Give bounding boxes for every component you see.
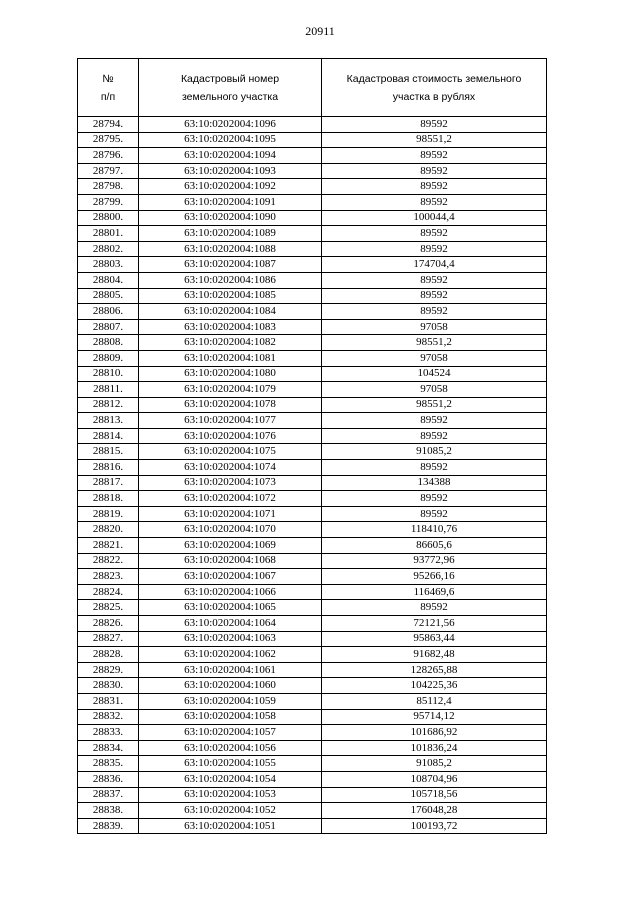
- cell-cadastral-number: 63:10:0202004:1064: [139, 616, 322, 632]
- cell-cadastral-number: 63:10:0202004:1089: [139, 226, 322, 242]
- table-row: [78, 771, 547, 787]
- table-row: [78, 647, 547, 663]
- cell-cadastral-number: 63:10:0202004:1091: [139, 194, 322, 210]
- cell-cadastral-number: 63:10:0202004:1090: [139, 210, 322, 226]
- cell-row-number: 28812.: [78, 397, 139, 413]
- cell-cadastral-value: 89592: [322, 241, 547, 257]
- cell-row-number: 28821.: [78, 538, 139, 554]
- cell-cadastral-number: 63:10:0202004:1077: [139, 413, 322, 429]
- table-row: [78, 725, 547, 741]
- cell-cadastral-number: 63:10:0202004:1070: [139, 522, 322, 538]
- cell-row-number: 28837.: [78, 787, 139, 803]
- cell-cadastral-number: 63:10:0202004:1082: [139, 335, 322, 351]
- cell-row-number: 28834.: [78, 740, 139, 756]
- cell-row-number: 28816.: [78, 460, 139, 476]
- cell-cadastral-number: 63:10:0202004:1054: [139, 771, 322, 787]
- table-row: [78, 350, 547, 366]
- table-row: [78, 226, 547, 242]
- cell-row-number: 28825.: [78, 600, 139, 616]
- cell-cadastral-number: 63:10:0202004:1079: [139, 382, 322, 398]
- cell-row-number: 28820.: [78, 522, 139, 538]
- cell-cadastral-number: 63:10:0202004:1069: [139, 538, 322, 554]
- cell-row-number: 28798.: [78, 179, 139, 195]
- cell-cadastral-value: 104524: [322, 366, 547, 382]
- cell-cadastral-value: 97058: [322, 350, 547, 366]
- cell-cadastral-number: 63:10:0202004:1067: [139, 569, 322, 585]
- cell-cadastral-value: 91682,48: [322, 647, 547, 663]
- cell-cadastral-value: 95266,16: [322, 569, 547, 585]
- cell-row-number: 28797.: [78, 163, 139, 179]
- cell-cadastral-value: 89592: [322, 163, 547, 179]
- cell-cadastral-value: 176048,28: [322, 803, 547, 819]
- table-row: [78, 678, 547, 694]
- cell-cadastral-value: 134388: [322, 475, 547, 491]
- cell-row-number: 28839.: [78, 818, 139, 834]
- table-row: [78, 335, 547, 351]
- cell-row-number: 28836.: [78, 771, 139, 787]
- cell-cadastral-number: 63:10:0202004:1094: [139, 148, 322, 164]
- cell-cadastral-number: 63:10:0202004:1088: [139, 241, 322, 257]
- table-row: [78, 148, 547, 164]
- cell-cadastral-value: 104225,36: [322, 678, 547, 694]
- table-row: [78, 522, 547, 538]
- table-row: [78, 428, 547, 444]
- table-row: [78, 616, 547, 632]
- header-row-number: № п/п: [78, 59, 139, 117]
- table-row: [78, 506, 547, 522]
- table-row: [78, 132, 547, 148]
- cell-cadastral-number: 63:10:0202004:1057: [139, 725, 322, 741]
- cell-cadastral-value: 98551,2: [322, 335, 547, 351]
- cell-row-number: 28829.: [78, 662, 139, 678]
- cell-cadastral-value: 91085,2: [322, 444, 547, 460]
- cell-row-number: 28805.: [78, 288, 139, 304]
- cell-cadastral-value: 72121,56: [322, 616, 547, 632]
- cell-cadastral-value: 89592: [322, 179, 547, 195]
- cell-row-number: 28803.: [78, 257, 139, 273]
- cell-cadastral-number: 63:10:0202004:1058: [139, 709, 322, 725]
- table-row: [78, 241, 547, 257]
- cell-cadastral-value: 89592: [322, 288, 547, 304]
- cell-row-number: 28796.: [78, 148, 139, 164]
- cell-cadastral-value: 89592: [322, 460, 547, 476]
- cell-row-number: 28808.: [78, 335, 139, 351]
- cell-row-number: 28818.: [78, 491, 139, 507]
- cell-cadastral-number: 63:10:0202004:1071: [139, 506, 322, 522]
- cell-cadastral-number: 63:10:0202004:1074: [139, 460, 322, 476]
- cell-cadastral-value: 89592: [322, 506, 547, 522]
- page-number: 20911: [305, 24, 335, 38]
- header-cadastral-value: Кадастровая стоимость земельного участка в рублях: [322, 59, 547, 117]
- cell-cadastral-number: 63:10:0202004:1059: [139, 693, 322, 709]
- cell-cadastral-number: 63:10:0202004:1061: [139, 662, 322, 678]
- table-row: [78, 600, 547, 616]
- cell-cadastral-value: 98551,2: [322, 132, 547, 148]
- cell-cadastral-value: 101686,92: [322, 725, 547, 741]
- cell-cadastral-number: 63:10:0202004:1055: [139, 756, 322, 772]
- cell-row-number: 28817.: [78, 475, 139, 491]
- table-row: [78, 491, 547, 507]
- table-row: [78, 803, 547, 819]
- cell-cadastral-number: 63:10:0202004:1076: [139, 428, 322, 444]
- cell-cadastral-value: 95863,44: [322, 631, 547, 647]
- table-row: [78, 569, 547, 585]
- cell-cadastral-number: 63:10:0202004:1072: [139, 491, 322, 507]
- cell-cadastral-number: 63:10:0202004:1092: [139, 179, 322, 195]
- table-row: [78, 397, 547, 413]
- cell-cadastral-value: 89592: [322, 600, 547, 616]
- table-row: [78, 662, 547, 678]
- cell-row-number: 28794.: [78, 117, 139, 133]
- cell-cadastral-number: 63:10:0202004:1081: [139, 350, 322, 366]
- cell-row-number: 28806.: [78, 304, 139, 320]
- cell-row-number: 28810.: [78, 366, 139, 382]
- cell-row-number: 28827.: [78, 631, 139, 647]
- cell-row-number: 28802.: [78, 241, 139, 257]
- cell-row-number: 28824.: [78, 584, 139, 600]
- table-header: [78, 59, 547, 117]
- table-row: [78, 475, 547, 491]
- table-row: [78, 366, 547, 382]
- cadastral-value-table: [77, 58, 547, 834]
- cell-cadastral-number: 63:10:0202004:1060: [139, 678, 322, 694]
- cell-row-number: 28833.: [78, 725, 139, 741]
- cell-row-number: 28826.: [78, 616, 139, 632]
- table-row: [78, 117, 547, 133]
- cell-cadastral-value: 89592: [322, 148, 547, 164]
- table-row: [78, 413, 547, 429]
- table-row: [78, 163, 547, 179]
- cell-cadastral-number: 63:10:0202004:1063: [139, 631, 322, 647]
- cell-cadastral-value: 89592: [322, 491, 547, 507]
- cell-cadastral-number: 63:10:0202004:1095: [139, 132, 322, 148]
- cell-row-number: 28838.: [78, 803, 139, 819]
- table-row: [78, 444, 547, 460]
- cell-row-number: 28822.: [78, 553, 139, 569]
- cell-row-number: 28811.: [78, 382, 139, 398]
- cell-cadastral-value: 108704,96: [322, 771, 547, 787]
- table-row: [78, 756, 547, 772]
- cell-row-number: 28800.: [78, 210, 139, 226]
- cell-cadastral-number: 63:10:0202004:1083: [139, 319, 322, 335]
- cell-cadastral-value: 85112,4: [322, 693, 547, 709]
- cell-cadastral-value: 93772,96: [322, 553, 547, 569]
- cell-cadastral-value: 174704,4: [322, 257, 547, 273]
- table-row: [78, 319, 547, 335]
- cell-cadastral-number: 63:10:0202004:1051: [139, 818, 322, 834]
- cell-row-number: 28828.: [78, 647, 139, 663]
- cell-cadastral-value: 101836,24: [322, 740, 547, 756]
- cell-cadastral-number: 63:10:0202004:1062: [139, 647, 322, 663]
- cell-cadastral-value: 100193,72: [322, 818, 547, 834]
- header-cadastral-number: Кадастровый номер земельного участка: [139, 59, 322, 117]
- cell-cadastral-value: 128265,88: [322, 662, 547, 678]
- cell-row-number: 28835.: [78, 756, 139, 772]
- cell-cadastral-number: 63:10:0202004:1065: [139, 600, 322, 616]
- cell-cadastral-number: 63:10:0202004:1078: [139, 397, 322, 413]
- cell-cadastral-value: 91085,2: [322, 756, 547, 772]
- table-row: [78, 538, 547, 554]
- cell-cadastral-number: 63:10:0202004:1052: [139, 803, 322, 819]
- cell-cadastral-value: 89592: [322, 272, 547, 288]
- cell-cadastral-number: 63:10:0202004:1066: [139, 584, 322, 600]
- cell-row-number: 28819.: [78, 506, 139, 522]
- cell-cadastral-value: 89592: [322, 304, 547, 320]
- table-row: [78, 787, 547, 803]
- table-row: [78, 210, 547, 226]
- cell-row-number: 28830.: [78, 678, 139, 694]
- cell-cadastral-value: 98551,2: [322, 397, 547, 413]
- cell-cadastral-value: 89592: [322, 428, 547, 444]
- cell-row-number: 28799.: [78, 194, 139, 210]
- table-row: [78, 553, 547, 569]
- cell-cadastral-value: 89592: [322, 413, 547, 429]
- cell-cadastral-value: 100044,4: [322, 210, 547, 226]
- cell-row-number: 28801.: [78, 226, 139, 242]
- table-body: [78, 117, 547, 834]
- table-row: [78, 709, 547, 725]
- cell-row-number: 28814.: [78, 428, 139, 444]
- table-row: [78, 194, 547, 210]
- cell-row-number: 28823.: [78, 569, 139, 585]
- table-row: [78, 179, 547, 195]
- cell-cadastral-value: 86605,6: [322, 538, 547, 554]
- table-row: [78, 257, 547, 273]
- cell-cadastral-value: 89592: [322, 226, 547, 242]
- cell-cadastral-value: 89592: [322, 194, 547, 210]
- cell-cadastral-value: 95714,12: [322, 709, 547, 725]
- cell-row-number: 28804.: [78, 272, 139, 288]
- cell-cadastral-number: 63:10:0202004:1084: [139, 304, 322, 320]
- cell-cadastral-number: 63:10:0202004:1087: [139, 257, 322, 273]
- cell-row-number: 28831.: [78, 693, 139, 709]
- table-row: [78, 584, 547, 600]
- table-row: [78, 382, 547, 398]
- cell-cadastral-number: 63:10:0202004:1056: [139, 740, 322, 756]
- cell-cadastral-number: 63:10:0202004:1068: [139, 553, 322, 569]
- cell-row-number: 28807.: [78, 319, 139, 335]
- cell-row-number: 28813.: [78, 413, 139, 429]
- table-row: [78, 272, 547, 288]
- cell-cadastral-number: 63:10:0202004:1096: [139, 117, 322, 133]
- cell-cadastral-number: 63:10:0202004:1086: [139, 272, 322, 288]
- cell-cadastral-value: 97058: [322, 319, 547, 335]
- table-row: [78, 818, 547, 834]
- cell-cadastral-number: 63:10:0202004:1085: [139, 288, 322, 304]
- cell-row-number: 28832.: [78, 709, 139, 725]
- cell-cadastral-number: 63:10:0202004:1093: [139, 163, 322, 179]
- header-row: [78, 59, 547, 117]
- cell-cadastral-value: 118410,76: [322, 522, 547, 538]
- cell-row-number: 28795.: [78, 132, 139, 148]
- cell-cadastral-value: 97058: [322, 382, 547, 398]
- table-row: [78, 693, 547, 709]
- table-row: [78, 304, 547, 320]
- table-row: [78, 740, 547, 756]
- table-row: [78, 288, 547, 304]
- cell-cadastral-value: 116469,6: [322, 584, 547, 600]
- table-row: [78, 460, 547, 476]
- cell-row-number: 28809.: [78, 350, 139, 366]
- cell-row-number: 28815.: [78, 444, 139, 460]
- cell-cadastral-number: 63:10:0202004:1080: [139, 366, 322, 382]
- cell-cadastral-value: 105718,56: [322, 787, 547, 803]
- cell-cadastral-number: 63:10:0202004:1073: [139, 475, 322, 491]
- table-row: [78, 631, 547, 647]
- cell-cadastral-number: 63:10:0202004:1075: [139, 444, 322, 460]
- cell-cadastral-number: 63:10:0202004:1053: [139, 787, 322, 803]
- cell-cadastral-value: 89592: [322, 117, 547, 133]
